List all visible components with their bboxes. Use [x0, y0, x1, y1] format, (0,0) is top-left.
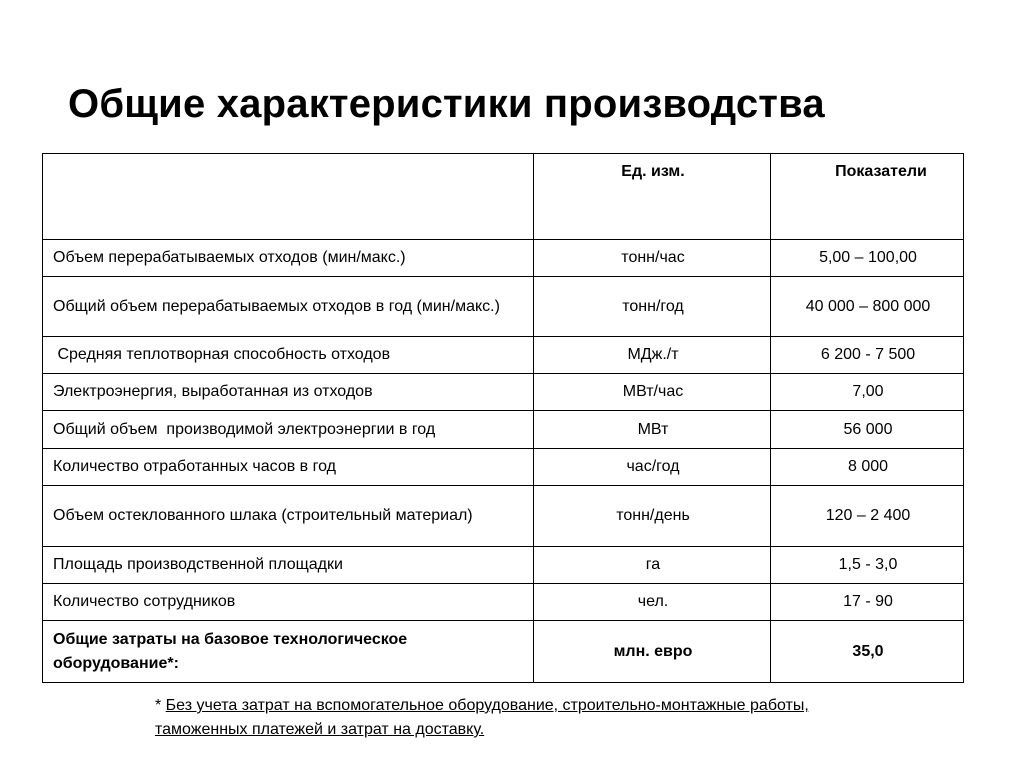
row-unit: час/год	[534, 449, 771, 486]
row-name: Объем перерабатываемых отходов (мин/макс.)	[43, 240, 534, 277]
row-name: Общий объем производимой электроэнергии в год	[43, 411, 534, 449]
row-unit: тонн/день	[534, 486, 771, 547]
row-unit: МВт	[534, 411, 771, 449]
table-row	[43, 547, 964, 584]
row-unit: чел.	[534, 584, 771, 621]
table-row	[43, 449, 964, 486]
row-value: 17 - 90	[771, 584, 964, 621]
row-name: Общий объем перерабатываемых отходов в год (мин/макс.)	[43, 277, 534, 337]
table-row	[43, 411, 964, 449]
row-value: 1,5 - 3,0	[771, 547, 964, 584]
header-cell-unit: Ед. изм.	[534, 154, 771, 240]
row-value: 5,00 – 100,00	[771, 240, 964, 277]
header-cell-value: Показатели	[771, 154, 964, 240]
footnote-text: Без учета затрат на вспомогательное оборудование, строительно-монтажные работы, таможенных платежей и затрат на доставку.	[155, 697, 809, 738]
characteristics-table	[42, 153, 964, 683]
header-cell-name	[43, 154, 534, 240]
row-value: 7,00	[771, 374, 964, 411]
row-name: Средняя теплотворная способность отходов	[43, 337, 534, 374]
row-value: 8 000	[771, 449, 964, 486]
footnote-marker: *	[155, 697, 166, 714]
row-unit: МВт/час	[534, 374, 771, 411]
table-row	[43, 337, 964, 374]
table-row	[43, 486, 964, 547]
row-value: 6 200 - 7 500	[771, 337, 964, 374]
row-unit: млн. евро	[534, 621, 771, 683]
row-value: 40 000 – 800 000	[771, 277, 964, 337]
row-name: Объем остеклованного шлака (строительный материал)	[43, 486, 534, 547]
row-unit: МДж./т	[534, 337, 771, 374]
row-unit: га	[534, 547, 771, 584]
row-value: 35,0	[771, 621, 964, 683]
table-row	[43, 584, 964, 621]
row-name: Общие затраты на базовое технологическое оборудование*:	[43, 621, 534, 683]
row-name: Электроэнергия, выработанная из отходов	[43, 374, 534, 411]
table-header-row	[43, 154, 964, 240]
row-unit: тонн/час	[534, 240, 771, 277]
row-value: 56 000	[771, 411, 964, 449]
page-title: Общие характеристики производства	[68, 82, 825, 126]
table-row	[43, 277, 964, 337]
footnote	[155, 694, 855, 742]
row-name: Площадь производственной площадки	[43, 547, 534, 584]
table-row	[43, 240, 964, 277]
row-name: Количество сотрудников	[43, 584, 534, 621]
table-row	[43, 374, 964, 411]
table-row-total	[43, 621, 964, 683]
row-name: Количество отработанных часов в год	[43, 449, 534, 486]
row-unit: тонн/год	[534, 277, 771, 337]
row-value: 120 – 2 400	[771, 486, 964, 547]
